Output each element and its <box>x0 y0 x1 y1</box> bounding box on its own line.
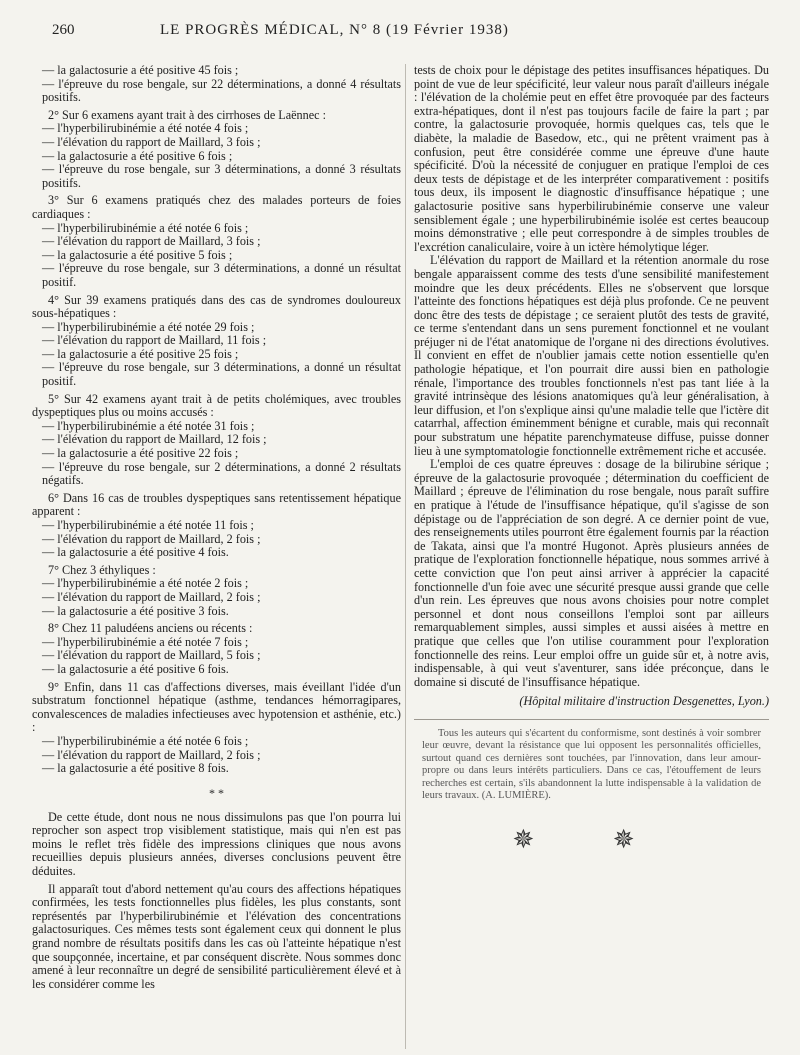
paragraph: L'emploi de ces quatre épreuves : dosage de la bilirubine sérique ; épreuve de la galactosurie provoquée ; détermination du coefficient de Maillard ; épreuve de l'élimination du rose bengale, nous paraît suffire en pratique à l'étude de l'insuffisance hépatique, qu'il s'agisse de son dépistage ou de l'appréciation de son degré. A ce dernier point de vue, des renseignements utiles pourront être également fournis par la réaction de Takata, ainsi que l'a montré Hugonot. Après plusieurs années de pratique de l'exploration fonctionnelle hépatique, nous sommes arrivé à cette conviction que l'on peut ainsi arriver à apprécier la capacité fonctionnelle d'un foie avec une sécurité presque aussi grande que celle d'un rein. Les épreuves que nous avons choisies pour notre complet personnel et dont nous conseillons l'emploi sont par ailleurs remarquablement simples, aussi simples et aussi aisées à mettre en pratique que celles que l'on utilise couramment pour l'exploration fonctionnelle des reins. Leur emploi offre un guide sûr et, à notre avis, indispensable, à qui veut s'aventurer, sans idée préconçue, dans le domaine si discuté de l'insuffisance hépatique. <box>414 457 769 689</box>
list-item: — l'élévation du rapport de Maillard, 12 fois ; <box>42 432 267 447</box>
list-item: — l'élévation du rapport de Maillard, 11 fois ; <box>42 333 267 348</box>
list-item: — l'élévation du rapport de Maillard, 2 fois ; <box>42 589 261 604</box>
list-item: — l'hyperbilirubinémie a été notée 7 fois ; <box>42 634 249 649</box>
page-number: 260 <box>52 22 75 38</box>
list-item: — l'épreuve du rose bengale, sur 3 déterminations, a donné un résultat positif. <box>42 360 401 389</box>
page-header <box>52 22 752 44</box>
list-item: — l'hyperbilirubinémie a été notée 2 fois ; <box>42 576 249 591</box>
section-heading: 8° Chez 11 paludéens anciens ou récents : <box>48 621 253 636</box>
boxed-quote: Tous les auteurs qui s'écartent du conformisme, sont destinés à voir sombrer leur œuvre, devant la résistance que lui opposent les personnalités officielles, surtout quand ces dernières sont touchées, par l'innovation, dans leur amour-propre ou dans leurs intérêts particuliers. Dans ce cas, l'étouffement de leurs recherches est certain, s'ils abandonnent la lutte indispensable à la validation de leurs travaux. (A. LUMIÈRE). <box>422 727 761 802</box>
list-item: — l'épreuve du rose bengale, sur 2 déterminations, a donné 2 résultats négatifs. <box>42 459 401 488</box>
list-item: — l'épreuve du rose bengale, sur 3 déterminations, a donné un résultat positif. <box>42 261 401 289</box>
list-item: — l'hyperbilirubinémie a été notée 4 fois ; <box>42 121 249 136</box>
section-9 <box>32 681 401 776</box>
section-5 <box>32 393 401 488</box>
section-heading: 3° Sur 6 examens pratiqués chez des malades porteurs de foies cardiaques : <box>32 193 401 221</box>
paragraph: tests de choix pour le dépistage des petites insuffisances hépatiques. Du point de vue de leur spécificité, leur valeur nous paraît d'ailleurs inégale : l'élévation de la cholémie peut en effet être provoquée par des facteurs extra-hépatiques, dont il n'est pas toujours facile de faire la part ; par contre, la galactosurie provoquée, hormis quelques cas, tels que le diabète, la maladie de Basedow, etc., qui ne prêtent vraiment pas à confusion, peut être considérée comme une épreuve d'une haute spécificité. D'où la nécessité de conjuguer en pratique l'emploi de ces deux tests de dépistage et de les interpréter comparativement : positifs tous deux, ils imposent le diagnostic d'insuffisance hépatique ; une galactosurie positive sans hyperbilirubinémie conserve une valeur sensiblement égale ; une hyperbilirubinémie isolée est certes beaucoup moins démonstrative ; elle peut correspondre à de simples troubles de l'excrétion canaliculaire, voire à un ictère hémolytique léger. <box>414 63 769 254</box>
list-item: — la galactosurie a été positive 22 fois ; <box>42 446 239 461</box>
list-item: — l'épreuve du rose bengale, sur 3 déterminations, a donné 3 résultats positifs. <box>42 162 401 190</box>
list-item: — l'hyperbilirubinémie a été notée 29 fois ; <box>42 319 255 334</box>
list-item: — l'élévation du rapport de Maillard, 3 fois ; <box>42 134 261 149</box>
list-item: — l'élévation du rapport de Maillard, 2 fois ; <box>42 747 261 762</box>
section-3 <box>32 194 401 289</box>
list-item: — l'élévation du rapport de Maillard, 5 fois ; <box>42 648 261 663</box>
list-item: — l'élévation du rapport de Maillard, 3 fois ; <box>42 234 261 249</box>
list-item: — la galactosurie a été positive 8 fois. <box>42 761 229 776</box>
paragraph: L'élévation du rapport de Maillard et la rétention anormale du rose bengale apparaissent comme des tests d'une sensibilité manifestement moindre que les deux précédents. Elles ne s'observent que lorsque l'atteinte des fonctions hépatiques est déjà plus profonde. Ce ne peuvent donc être des tests de dépistage ; ce seraient plutôt des tests de gravité, ce terme s'entendant dans un sens purement fonctionnel et ne voulant préjuger ni de l'état anatomique de l'organe ni des directions évolutives. Il convient en effet de n'oublier jamais cette notion essentielle qu'en pathologie hépatique, et l'on pourrait dire aussi bien en pathologie rénale, l'importance des troubles fonctionnels n'est pas tant liée à la gravité intrinsèque des lésions anatomiques qu'à leur généralisation, à leur diffusion, et l'on s'explique ainsi qu'une maladie telle que l'ictère dit catarrhal, affection éminemment bénigne et curable, mais qui reconnaît pour substratum une hépatite parenchymateuse diffuse, puisse donner lieu à une symptomatologie fonctionnelle extrêmement riche et accusée. <box>414 253 769 458</box>
list-item: — l'hyperbilirubinémie a été notée 6 fois ; <box>42 220 249 235</box>
section-4 <box>32 294 401 389</box>
list-item: — l'hyperbilirubinémie a été notée 11 fois ; <box>42 518 254 532</box>
section-heading: 7° Chez 3 éthyliques : <box>48 562 156 577</box>
paragraph: De cette étude, dont nous ne nous dissimulons pas que l'on pourra lui reprocher son aspect trop visiblement statistique, mais qui n'en est pas moins le reflet très fidèle des impressions cliniques que nous avons recueillies depuis plusieurs années, diverses conclusions peuvent être déduites. <box>32 809 401 879</box>
list-item: — la galactosurie a été positive 3 fois. <box>42 603 229 618</box>
right-column <box>414 63 769 854</box>
running-title: LE PROGRÈS MÉDICAL, N° 8 (19 Février 1938) <box>160 22 509 38</box>
section-heading: 4° Sur 39 examens pratiqués dans des cas de syndromes douloureux sous-hépatiques : <box>32 292 401 321</box>
section-heading: 5° Sur 42 examens ayant trait à de petits cholémiques, avec troubles dyspeptiques plus ou moins accusés : <box>32 391 401 420</box>
section-8 <box>32 622 401 676</box>
author-affiliation: (Hôpital militaire d'instruction Desgenettes, Lyon.) <box>519 694 769 709</box>
section-heading: 9° Enfin, dans 11 cas d'affections diverses, mais éveillant l'idée d'un substratum fonctionnel hépatique (asthme, tendances hémorragipares, convalescences de maladies infectieuses avec hypotension et asthénie, etc.) : <box>32 679 401 735</box>
section-6 <box>32 492 401 560</box>
list-item: — la galactosurie a été positive 6 fois. <box>42 661 229 676</box>
paragraph: Il apparaît tout d'abord nettement qu'au cours des affections hépatiques confirmées, les tests fonctionnelles plus fidèles, les plus constants, sont représentés par l'hyperbilirubinémie et l'élévation des concentrations galactosuriques. Ces mêmes tests sont également ceux qui donnent le plus grand nombre de résultats positifs dans les cas où l'atteinte hépatique n'est que soupçonnée, incertaine, et par conséquent discrète. Nous sommes donc amené à leur reconnaître un degré de sensibilité particulièrement élevé et à les considérer comme les <box>32 881 401 991</box>
list-item: — l'hyperbilirubinémie a été notée 6 fois ; <box>42 733 249 748</box>
list-item: — la galactosurie a été positive 5 fois ; <box>42 247 233 262</box>
divider <box>414 719 769 720</box>
list-item: — la galactosurie a été positive 25 fois ; <box>42 346 239 361</box>
section-7 <box>32 564 401 618</box>
list-item: — l'élévation du rapport de Maillard, 2 fois ; <box>42 531 261 546</box>
section-heading: 6° Dans 16 cas de troubles dyspeptiques sans retentissement hépatique apparent : <box>32 490 401 519</box>
column-divider <box>405 64 406 1049</box>
left-column <box>32 64 401 991</box>
section-heading: 2° Sur 6 examens ayant trait à des cirrhoses de Laënnec : <box>48 107 326 122</box>
list-item: — l'hyperbilirubinémie a été notée 31 fois ; <box>42 418 255 433</box>
list-item: — la galactosurie a été positive 45 fois ; <box>42 63 239 77</box>
list-item: — la galactosurie a été positive 4 fois. <box>42 545 229 560</box>
section-2 <box>32 109 401 191</box>
decorative-ornament-icon: ✵ ✵ <box>512 824 671 854</box>
list-item: — l'épreuve du rose bengale, sur 22 déterminations, a donné 4 résultats positifs. <box>42 76 401 105</box>
section-break-stars: * * <box>209 785 224 800</box>
list-item: — la galactosurie a été positive 6 fois ; <box>42 148 233 163</box>
